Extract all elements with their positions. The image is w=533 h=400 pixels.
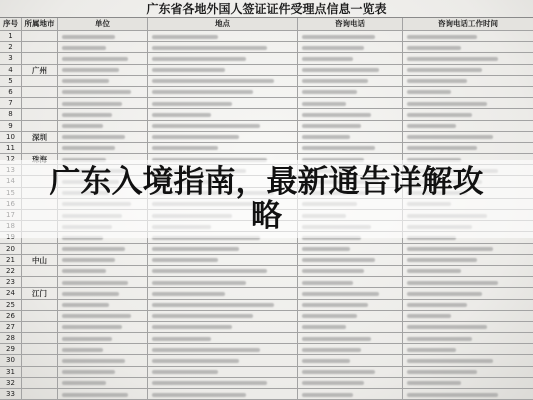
illegible-text-smudge <box>407 79 467 83</box>
row-phone-hours <box>403 31 533 41</box>
illegible-text-smudge <box>62 359 125 363</box>
table-row <box>0 143 533 154</box>
row-phone <box>298 244 403 254</box>
row-index: 1 <box>0 31 22 41</box>
table-row <box>0 288 533 299</box>
row-unit <box>58 87 148 97</box>
table-row <box>0 277 533 288</box>
illegible-text-smudge <box>407 269 461 273</box>
row-phone-hours <box>403 65 533 75</box>
row-location <box>148 109 298 119</box>
row-location <box>148 42 298 52</box>
row-city: 江门 <box>22 288 58 298</box>
table-row <box>0 322 533 333</box>
headline-text: 广东入境指南，最新通告详解攻略 <box>49 164 484 234</box>
document-title: 广东省各地外国人签证证件受理点信息一览表 <box>146 2 387 16</box>
table-row <box>0 76 533 87</box>
row-phone <box>298 277 403 287</box>
row-city <box>22 300 58 310</box>
illegible-text-smudge <box>407 359 493 363</box>
row-location <box>148 76 298 86</box>
row-city <box>22 355 58 365</box>
row-location <box>148 132 298 142</box>
illegible-text-smudge <box>407 90 451 94</box>
row-city <box>22 311 58 321</box>
header-location: 地点 <box>148 18 298 30</box>
table-row <box>0 378 533 389</box>
illegible-text-smudge <box>302 292 379 296</box>
row-city <box>22 42 58 52</box>
illegible-text-smudge <box>62 314 131 318</box>
row-phone <box>298 42 403 52</box>
illegible-text-smudge <box>302 90 357 94</box>
illegible-text-smudge <box>407 102 487 106</box>
row-location <box>148 322 298 332</box>
row-phone-hours <box>403 87 533 97</box>
row-phone-hours <box>403 244 533 254</box>
row-phone <box>298 355 403 365</box>
illegible-text-smudge <box>62 292 119 296</box>
row-city <box>22 244 58 254</box>
row-phone <box>298 266 403 276</box>
row-location <box>148 87 298 97</box>
row-index: 30 <box>0 355 22 365</box>
row-location <box>148 367 298 377</box>
row-city: 广州 <box>22 65 58 75</box>
row-location <box>148 288 298 298</box>
illegible-text-smudge <box>62 68 119 72</box>
table-row <box>0 344 533 355</box>
illegible-text-smudge <box>407 247 493 251</box>
row-phone <box>298 367 403 377</box>
row-phone <box>298 311 403 321</box>
row-location <box>148 31 298 41</box>
illegible-text-smudge <box>407 135 493 139</box>
illegible-text-smudge <box>152 135 239 139</box>
row-index: 24 <box>0 288 22 298</box>
row-location <box>148 355 298 365</box>
row-location <box>148 244 298 254</box>
illegible-text-smudge <box>302 113 371 117</box>
illegible-text-smudge <box>407 46 461 50</box>
illegible-text-smudge <box>302 325 346 329</box>
row-unit <box>58 132 148 142</box>
row-phone-hours <box>403 121 533 131</box>
row-phone <box>298 300 403 310</box>
row-index: 33 <box>0 389 22 399</box>
row-unit <box>58 98 148 108</box>
illegible-text-smudge <box>152 90 253 94</box>
table-row <box>0 389 533 400</box>
illegible-text-smudge <box>152 57 246 61</box>
row-city <box>22 87 58 97</box>
row-phone-hours <box>403 277 533 287</box>
row-city <box>22 109 58 119</box>
illegible-text-smudge <box>152 35 218 39</box>
row-phone <box>298 333 403 343</box>
row-unit <box>58 311 148 321</box>
row-phone-hours <box>403 143 533 153</box>
row-phone <box>298 87 403 97</box>
illegible-text-smudge <box>302 247 350 251</box>
illegible-text-smudge <box>302 359 350 363</box>
illegible-text-smudge <box>407 281 498 285</box>
illegible-text-smudge <box>62 393 128 397</box>
illegible-text-smudge <box>62 303 109 307</box>
table-row <box>0 367 533 378</box>
row-city <box>22 98 58 108</box>
illegible-text-smudge <box>62 124 103 128</box>
table-row <box>0 87 533 98</box>
row-phone <box>298 378 403 388</box>
illegible-text-smudge <box>152 46 267 50</box>
row-city <box>22 344 58 354</box>
illegible-text-smudge <box>152 337 211 341</box>
illegible-text-smudge <box>152 146 218 150</box>
row-index: 23 <box>0 277 22 287</box>
illegible-text-smudge <box>62 79 109 83</box>
row-city <box>22 53 58 63</box>
illegible-text-smudge <box>152 124 260 128</box>
row-unit <box>58 355 148 365</box>
illegible-text-smudge <box>302 146 375 150</box>
row-phone <box>298 76 403 86</box>
illegible-text-smudge <box>407 146 477 150</box>
row-index: 11 <box>0 143 22 153</box>
illegible-text-smudge <box>152 247 239 251</box>
illegible-text-smudge <box>62 35 115 39</box>
illegible-text-smudge <box>62 113 112 117</box>
illegible-text-smudge <box>407 337 472 341</box>
row-location <box>148 378 298 388</box>
row-city <box>22 389 58 399</box>
table-row <box>0 244 533 255</box>
illegible-text-smudge <box>302 135 350 139</box>
row-phone <box>298 143 403 153</box>
table-row <box>0 266 533 277</box>
illegible-text-smudge <box>407 370 477 374</box>
row-phone-hours <box>403 322 533 332</box>
illegible-text-smudge <box>152 269 267 273</box>
table-row <box>0 109 533 120</box>
row-index: 10 <box>0 132 22 142</box>
row-index: 25 <box>0 300 22 310</box>
row-city <box>22 333 58 343</box>
row-unit <box>58 255 148 265</box>
table-row <box>0 98 533 109</box>
row-unit <box>58 344 148 354</box>
row-location <box>148 266 298 276</box>
row-phone-hours <box>403 311 533 321</box>
row-phone <box>298 255 403 265</box>
row-city <box>22 143 58 153</box>
row-unit <box>58 76 148 86</box>
row-phone-hours <box>403 255 533 265</box>
row-index: 7 <box>0 98 22 108</box>
row-city <box>22 277 58 287</box>
illegible-text-smudge <box>152 113 211 117</box>
row-index: 21 <box>0 255 22 265</box>
table-row <box>0 333 533 344</box>
row-unit <box>58 109 148 119</box>
row-phone-hours <box>403 76 533 86</box>
row-index: 27 <box>0 322 22 332</box>
row-phone-hours <box>403 333 533 343</box>
row-index: 32 <box>0 378 22 388</box>
row-unit <box>58 333 148 343</box>
header-index: 序号 <box>0 18 22 30</box>
row-phone <box>298 389 403 399</box>
row-index: 6 <box>0 87 22 97</box>
illegible-text-smudge <box>62 90 131 94</box>
illegible-text-smudge <box>407 381 461 385</box>
illegible-text-smudge <box>62 146 115 150</box>
row-index: 4 <box>0 65 22 75</box>
illegible-text-smudge <box>152 314 253 318</box>
illegible-text-smudge <box>407 258 477 262</box>
illegible-text-smudge <box>152 348 260 352</box>
row-location <box>148 65 298 75</box>
row-location <box>148 277 298 287</box>
illegible-text-smudge <box>62 348 103 352</box>
row-city <box>22 378 58 388</box>
row-location <box>148 143 298 153</box>
table-row <box>0 300 533 311</box>
illegible-text-smudge <box>152 68 225 72</box>
row-index: 22 <box>0 266 22 276</box>
illegible-text-smudge <box>302 79 368 83</box>
row-location <box>148 53 298 63</box>
illegible-text-smudge <box>302 281 353 285</box>
row-unit <box>58 42 148 52</box>
row-phone <box>298 121 403 131</box>
illegible-text-smudge <box>62 258 115 262</box>
row-location <box>148 389 298 399</box>
illegible-text-smudge <box>407 303 467 307</box>
illegible-text-smudge <box>152 381 267 385</box>
row-phone-hours <box>403 109 533 119</box>
illegible-text-smudge <box>152 102 232 106</box>
row-phone-hours <box>403 98 533 108</box>
row-phone-hours <box>403 344 533 354</box>
row-phone <box>298 53 403 63</box>
illegible-text-smudge <box>152 281 246 285</box>
header-phone: 咨询电话 <box>298 18 403 30</box>
illegible-text-smudge <box>407 124 456 128</box>
row-location <box>148 333 298 343</box>
illegible-text-smudge <box>302 46 364 50</box>
illegible-text-smudge <box>302 68 379 72</box>
row-unit <box>58 300 148 310</box>
illegible-text-smudge <box>152 359 239 363</box>
row-index: 5 <box>0 76 22 86</box>
table-row <box>0 355 533 366</box>
table-row <box>0 311 533 322</box>
row-index: 9 <box>0 121 22 131</box>
row-city: 深圳 <box>22 132 58 142</box>
row-index: 31 <box>0 367 22 377</box>
illegible-text-smudge <box>62 135 125 139</box>
illegible-text-smudge <box>407 35 477 39</box>
row-unit <box>58 277 148 287</box>
illegible-text-smudge <box>152 393 246 397</box>
illegible-text-smudge <box>302 337 371 341</box>
illegible-text-smudge <box>302 124 361 128</box>
illegible-text-smudge <box>152 292 225 296</box>
illegible-text-smudge <box>302 269 364 273</box>
row-index: 26 <box>0 311 22 321</box>
table-row <box>0 255 533 266</box>
illegible-text-smudge <box>302 393 353 397</box>
row-unit <box>58 288 148 298</box>
row-unit <box>58 322 148 332</box>
illegible-text-smudge <box>62 247 125 251</box>
illegible-text-smudge <box>62 381 106 385</box>
row-phone <box>298 344 403 354</box>
row-location <box>148 344 298 354</box>
row-index: 3 <box>0 53 22 63</box>
illegible-text-smudge <box>302 102 346 106</box>
row-city <box>22 322 58 332</box>
row-unit <box>58 65 148 75</box>
row-phone <box>298 132 403 142</box>
illegible-text-smudge <box>302 258 375 262</box>
row-phone-hours <box>403 266 533 276</box>
table-row <box>0 132 533 143</box>
row-location <box>148 121 298 131</box>
header-phone-hours: 咨询电话工作时间 <box>438 19 498 28</box>
illegible-text-smudge <box>62 325 122 329</box>
illegible-text-smudge <box>152 325 232 329</box>
row-index: 29 <box>0 344 22 354</box>
illegible-text-smudge <box>302 381 364 385</box>
row-city <box>22 266 58 276</box>
illegible-text-smudge <box>407 325 487 329</box>
illegible-text-smudge <box>62 370 115 374</box>
row-location <box>148 98 298 108</box>
illegible-text-smudge <box>152 79 274 83</box>
table-row <box>0 121 533 132</box>
header-unit: 单位 <box>58 18 148 30</box>
illegible-text-smudge <box>152 258 218 262</box>
row-phone <box>298 322 403 332</box>
row-city <box>22 367 58 377</box>
row-phone-hours <box>403 378 533 388</box>
table-row <box>0 42 533 53</box>
illegible-text-smudge <box>407 57 498 61</box>
table-row <box>0 53 533 64</box>
illegible-text-smudge <box>302 303 368 307</box>
illegible-text-smudge <box>302 57 353 61</box>
row-unit <box>58 143 148 153</box>
illegible-text-smudge <box>62 337 112 341</box>
illegible-text-smudge <box>302 35 375 39</box>
row-city <box>22 121 58 131</box>
row-city <box>22 31 58 41</box>
row-index: 2 <box>0 42 22 52</box>
illegible-text-smudge <box>407 292 482 296</box>
row-phone <box>298 98 403 108</box>
row-phone <box>298 65 403 75</box>
illegible-text-smudge <box>407 348 456 352</box>
row-unit <box>58 244 148 254</box>
table-row <box>0 65 533 76</box>
row-unit <box>58 121 148 131</box>
row-location <box>148 300 298 310</box>
row-phone-hours <box>403 300 533 310</box>
illegible-text-smudge <box>302 348 361 352</box>
row-unit <box>58 53 148 63</box>
row-unit <box>58 367 148 377</box>
row-unit <box>58 389 148 399</box>
illegible-text-smudge <box>152 370 218 374</box>
row-index: 8 <box>0 109 22 119</box>
illegible-text-smudge <box>62 269 106 273</box>
illegible-text-smudge <box>62 102 122 106</box>
row-phone <box>298 109 403 119</box>
illegible-text-smudge <box>62 46 106 50</box>
row-location <box>148 255 298 265</box>
illegible-text-smudge <box>62 281 128 285</box>
table-header-row <box>0 18 533 31</box>
row-phone-hours <box>403 355 533 365</box>
row-phone-hours <box>403 288 533 298</box>
illegible-text-smudge <box>302 370 375 374</box>
row-unit <box>58 266 148 276</box>
row-phone <box>298 31 403 41</box>
illegible-text-smudge <box>407 393 498 397</box>
row-city <box>22 76 58 86</box>
illegible-text-smudge <box>62 57 128 61</box>
row-unit <box>58 31 148 41</box>
row-unit <box>58 378 148 388</box>
row-index: 28 <box>0 333 22 343</box>
table-row <box>0 31 533 42</box>
illegible-text-smudge <box>302 314 357 318</box>
row-phone-hours <box>403 42 533 52</box>
illegible-text-smudge <box>152 303 274 307</box>
row-city: 中山 <box>22 255 58 265</box>
illegible-text-smudge <box>407 68 482 72</box>
header-city: 所属地市 <box>22 18 58 30</box>
illegible-text-smudge <box>407 113 472 117</box>
row-phone-hours <box>403 367 533 377</box>
headline-banner <box>0 160 533 238</box>
row-index: 20 <box>0 244 22 254</box>
row-phone-hours <box>403 389 533 399</box>
row-phone <box>298 288 403 298</box>
row-phone-hours <box>403 53 533 63</box>
row-location <box>148 311 298 321</box>
illegible-text-smudge <box>407 314 451 318</box>
row-phone-hours <box>403 132 533 142</box>
